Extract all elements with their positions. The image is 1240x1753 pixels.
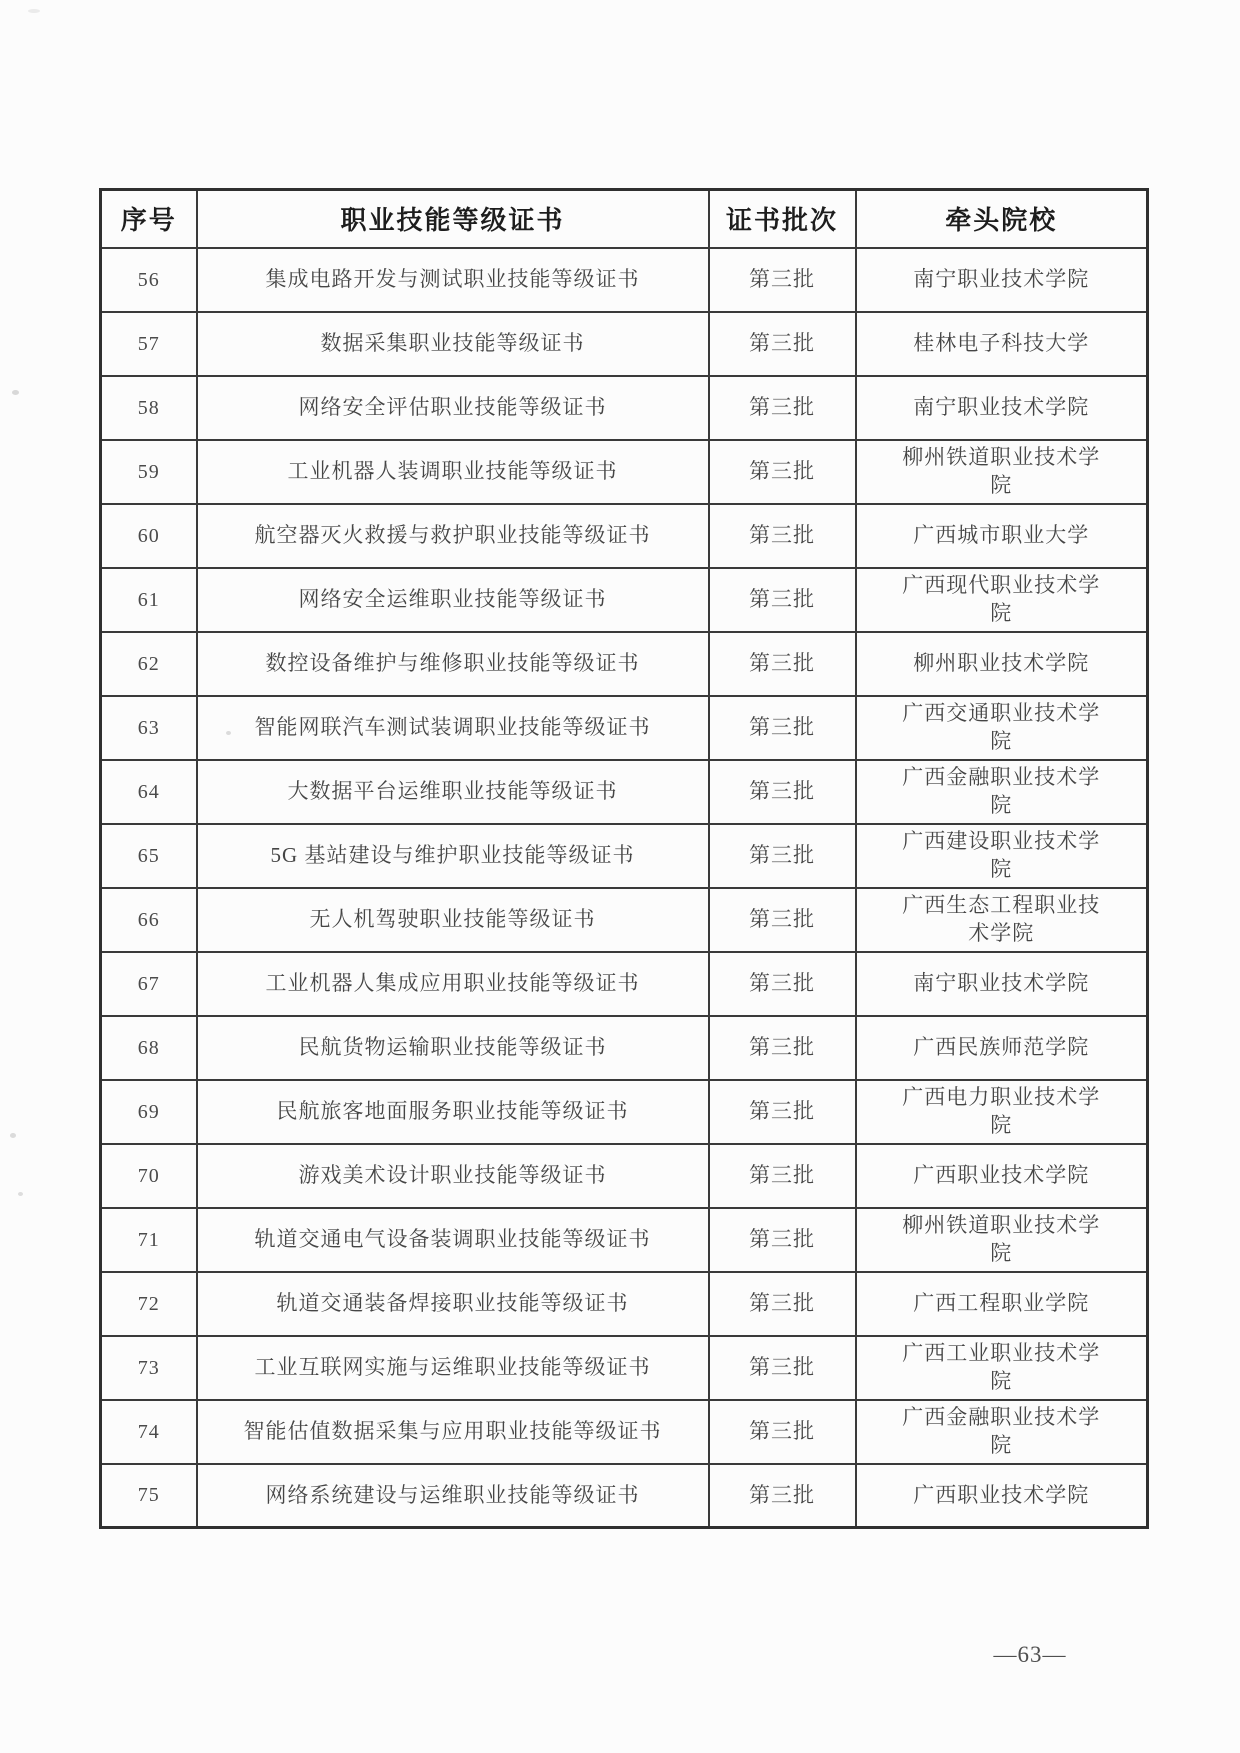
table-row bbox=[101, 376, 1148, 440]
row-number: 67 bbox=[101, 952, 197, 1016]
table-row bbox=[101, 952, 1148, 1016]
table-row bbox=[101, 568, 1148, 632]
table-row bbox=[101, 504, 1148, 568]
lead-institution: 广西电力职业技术学院 bbox=[856, 1080, 1148, 1144]
certificate-name: 网络安全评估职业技能等级证书 bbox=[197, 376, 709, 440]
certificate-batch: 第三批 bbox=[709, 760, 856, 824]
certificate-name: 游戏美术设计职业技能等级证书 bbox=[197, 1144, 709, 1208]
certificate-name: 大数据平台运维职业技能等级证书 bbox=[197, 760, 709, 824]
table-row bbox=[101, 1208, 1148, 1272]
table-row bbox=[101, 632, 1148, 696]
certificate-batch: 第三批 bbox=[709, 1464, 856, 1528]
row-number: 71 bbox=[101, 1208, 197, 1272]
certificate-batch: 第三批 bbox=[709, 440, 856, 504]
table-row bbox=[101, 760, 1148, 824]
col-header-institution: 牵头院校 bbox=[856, 190, 1148, 248]
row-number: 56 bbox=[101, 248, 197, 312]
table-row bbox=[101, 1144, 1148, 1208]
certificate-name: 工业机器人集成应用职业技能等级证书 bbox=[197, 952, 709, 1016]
certificate-name: 网络安全运维职业技能等级证书 bbox=[197, 568, 709, 632]
lead-institution: 广西金融职业技术学院 bbox=[856, 1400, 1148, 1464]
lead-institution: 柳州铁道职业技术学院 bbox=[856, 1208, 1148, 1272]
row-number: 72 bbox=[101, 1272, 197, 1336]
row-number: 74 bbox=[101, 1400, 197, 1464]
certificate-name: 数控设备维护与维修职业技能等级证书 bbox=[197, 632, 709, 696]
table-row bbox=[101, 1400, 1148, 1464]
table-row bbox=[101, 1464, 1148, 1528]
certificate-batch: 第三批 bbox=[709, 1208, 856, 1272]
certificate-name: 轨道交通装备焊接职业技能等级证书 bbox=[197, 1272, 709, 1336]
lead-institution: 桂林电子科技大学 bbox=[856, 312, 1148, 376]
certificate-name: 智能网联汽车测试装调职业技能等级证书 bbox=[197, 696, 709, 760]
certificate-batch: 第三批 bbox=[709, 1336, 856, 1400]
certificate-name: 民航旅客地面服务职业技能等级证书 bbox=[197, 1080, 709, 1144]
col-header-certificate: 职业技能等级证书 bbox=[197, 190, 709, 248]
certificate-table bbox=[99, 188, 1149, 1529]
table-row bbox=[101, 824, 1148, 888]
certificate-name: 智能估值数据采集与应用职业技能等级证书 bbox=[197, 1400, 709, 1464]
certificate-name: 集成电路开发与测试职业技能等级证书 bbox=[197, 248, 709, 312]
row-number: 65 bbox=[101, 824, 197, 888]
lead-institution: 广西工程职业学院 bbox=[856, 1272, 1148, 1336]
lead-institution: 广西城市职业大学 bbox=[856, 504, 1148, 568]
row-number: 68 bbox=[101, 1016, 197, 1080]
certificate-batch: 第三批 bbox=[709, 952, 856, 1016]
certificate-batch: 第三批 bbox=[709, 1016, 856, 1080]
table-row bbox=[101, 1272, 1148, 1336]
page-number: —63— bbox=[993, 1642, 1067, 1667]
scan-artifact bbox=[28, 9, 40, 13]
table-row bbox=[101, 440, 1148, 504]
certificate-batch: 第三批 bbox=[709, 1080, 856, 1144]
row-number: 61 bbox=[101, 568, 197, 632]
lead-institution: 南宁职业技术学院 bbox=[856, 248, 1148, 312]
lead-institution: 广西职业技术学院 bbox=[856, 1464, 1148, 1528]
lead-institution: 广西建设职业技术学院 bbox=[856, 824, 1148, 888]
table-row bbox=[101, 248, 1148, 312]
certificate-name: 工业互联网实施与运维职业技能等级证书 bbox=[197, 1336, 709, 1400]
certificate-batch: 第三批 bbox=[709, 248, 856, 312]
certificate-batch: 第三批 bbox=[709, 376, 856, 440]
row-number: 58 bbox=[101, 376, 197, 440]
table-row bbox=[101, 696, 1148, 760]
table-row bbox=[101, 888, 1148, 952]
row-number: 57 bbox=[101, 312, 197, 376]
row-number: 73 bbox=[101, 1336, 197, 1400]
row-number: 60 bbox=[101, 504, 197, 568]
certificate-name: 轨道交通电气设备装调职业技能等级证书 bbox=[197, 1208, 709, 1272]
lead-institution: 广西金融职业技术学院 bbox=[856, 760, 1148, 824]
row-number: 70 bbox=[101, 1144, 197, 1208]
certificate-batch: 第三批 bbox=[709, 696, 856, 760]
certificate-batch: 第三批 bbox=[709, 568, 856, 632]
certificate-batch: 第三批 bbox=[709, 312, 856, 376]
table-row bbox=[101, 1080, 1148, 1144]
lead-institution: 南宁职业技术学院 bbox=[856, 952, 1148, 1016]
row-number: 62 bbox=[101, 632, 197, 696]
lead-institution: 广西现代职业技术学院 bbox=[856, 568, 1148, 632]
lead-institution: 柳州铁道职业技术学院 bbox=[856, 440, 1148, 504]
certificate-name: 民航货物运输职业技能等级证书 bbox=[197, 1016, 709, 1080]
table-header-row bbox=[101, 190, 1148, 248]
scan-artifact bbox=[18, 1192, 23, 1196]
certificate-batch: 第三批 bbox=[709, 888, 856, 952]
row-number: 69 bbox=[101, 1080, 197, 1144]
table-row bbox=[101, 1336, 1148, 1400]
scan-artifact bbox=[12, 390, 19, 395]
lead-institution: 广西生态工程职业技术学院 bbox=[856, 888, 1148, 952]
certificate-name: 航空器灭火救援与救护职业技能等级证书 bbox=[197, 504, 709, 568]
certificate-name: 5G 基站建设与维护职业技能等级证书 bbox=[197, 824, 709, 888]
certificate-batch: 第三批 bbox=[709, 632, 856, 696]
certificate-name: 网络系统建设与运维职业技能等级证书 bbox=[197, 1464, 709, 1528]
certificate-batch: 第三批 bbox=[709, 1144, 856, 1208]
certificate-name: 工业机器人装调职业技能等级证书 bbox=[197, 440, 709, 504]
certificate-name: 数据采集职业技能等级证书 bbox=[197, 312, 709, 376]
lead-institution: 广西职业技术学院 bbox=[856, 1144, 1148, 1208]
col-header-batch: 证书批次 bbox=[709, 190, 856, 248]
row-number: 59 bbox=[101, 440, 197, 504]
lead-institution: 广西民族师范学院 bbox=[856, 1016, 1148, 1080]
row-number: 75 bbox=[101, 1464, 197, 1528]
lead-institution: 广西交通职业技术学院 bbox=[856, 696, 1148, 760]
certificate-batch: 第三批 bbox=[709, 824, 856, 888]
certificate-batch: 第三批 bbox=[709, 1272, 856, 1336]
lead-institution: 柳州职业技术学院 bbox=[856, 632, 1148, 696]
table-row bbox=[101, 312, 1148, 376]
certificate-batch: 第三批 bbox=[709, 1400, 856, 1464]
certificate-name: 无人机驾驶职业技能等级证书 bbox=[197, 888, 709, 952]
row-number: 66 bbox=[101, 888, 197, 952]
scan-artifact bbox=[10, 1133, 16, 1138]
lead-institution: 广西工业职业技术学院 bbox=[856, 1336, 1148, 1400]
row-number: 64 bbox=[101, 760, 197, 824]
lead-institution: 南宁职业技术学院 bbox=[856, 376, 1148, 440]
certificate-batch: 第三批 bbox=[709, 504, 856, 568]
col-header-no: 序号 bbox=[101, 190, 197, 248]
table-row bbox=[101, 1016, 1148, 1080]
row-number: 63 bbox=[101, 696, 197, 760]
